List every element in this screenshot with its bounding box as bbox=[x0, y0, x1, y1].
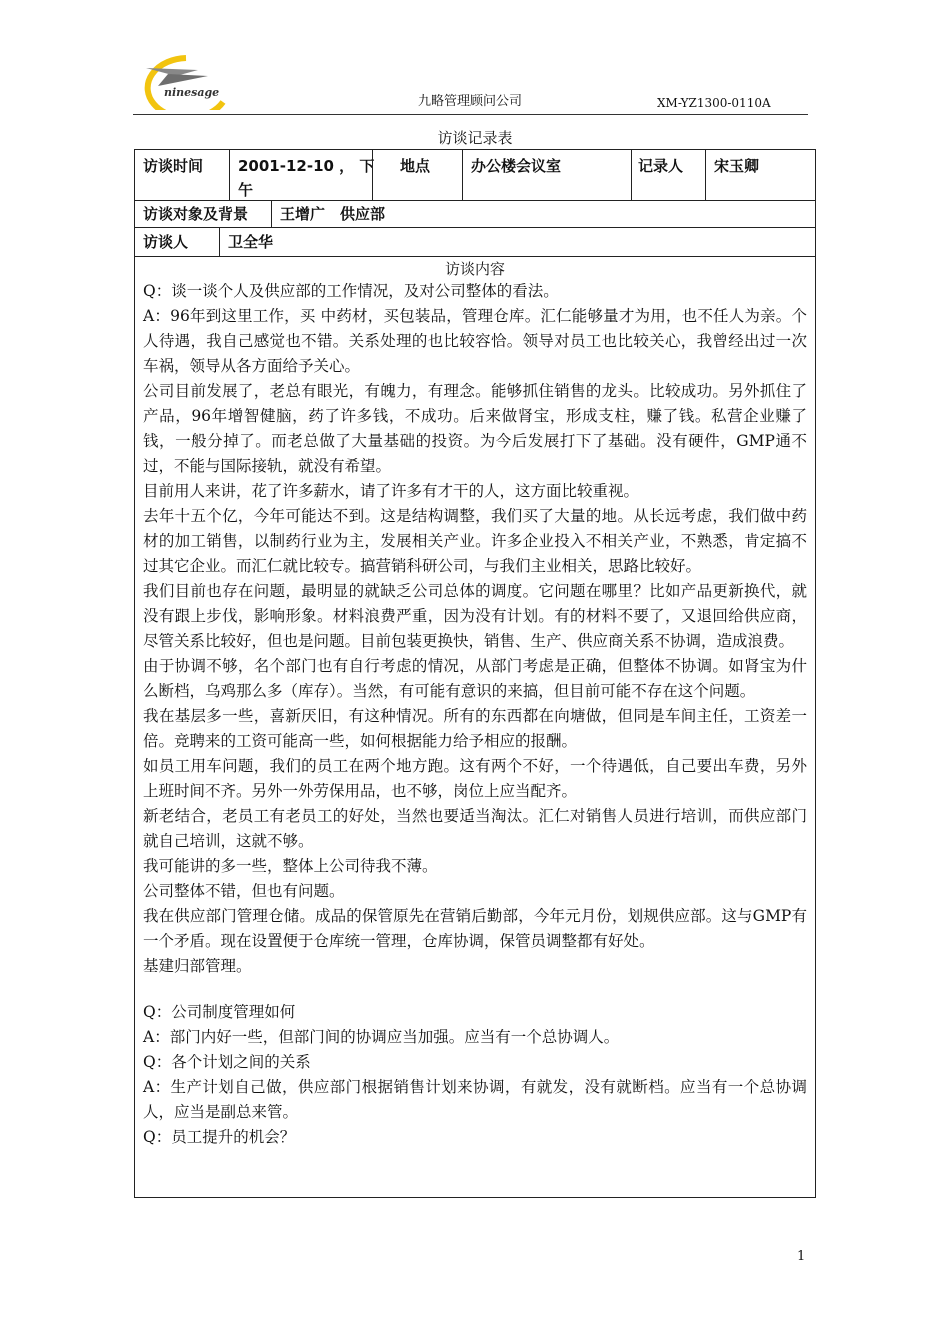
company-name: 九略管理顾问公司 bbox=[418, 94, 523, 109]
logo-text: ninesage bbox=[164, 86, 220, 99]
logo-plane-body bbox=[158, 74, 208, 86]
interview-content bbox=[135, 257, 815, 1150]
content-paragraph: 我们目前也存在问题，最明显的就缺乏公司总体的调度。它问题在哪里？比如产品更新换代，就没有跟上步伐，影响形象。材料浪费严重，因为没有计划。有的材料不要了，又退回给供应商，尽管关系比较好，但也是问题。目前包装更换快，销售、生产、供应商关系不协调，造成浪费。 bbox=[143, 582, 807, 650]
recorder-value: 宋玉卿 bbox=[705, 150, 815, 200]
info-row-time-place bbox=[135, 150, 815, 201]
interviewer-value: 卫全华 bbox=[219, 228, 815, 256]
interview-time-label: 访谈时间 bbox=[143, 157, 204, 175]
recorder-label: 记录人 bbox=[631, 150, 705, 200]
content-paragraph: 目前用人来讲，花了许多薪水，请了许多有才干的人，这方面比较重视。 bbox=[143, 482, 640, 500]
content-paragraph: 新老结合，老员工有老员工的好处，当然也要适当淘汰。汇仁对销售人员进行培训，而供应部门就自己培训，这就不够。 bbox=[143, 807, 807, 850]
interviewer-label: 访谈人 bbox=[143, 233, 189, 251]
interview-record-table bbox=[134, 149, 816, 1198]
content-paragraph: 如员工用车问题，我们的员工在两个地方跑。这有两个不好，一个待遇低，自己要出车费，另外上班时间不齐。另外一外劳保用品，也不够，岗位上应当配齐。 bbox=[143, 757, 807, 800]
content-paragraph: Q：谈一谈个人及供应部的工作情况，及对公司整体的看法。 bbox=[143, 282, 559, 300]
content-paragraph: Q：员工提升的机会？ bbox=[143, 1128, 296, 1146]
content-paragraph: 基建归部管理。 bbox=[143, 957, 252, 975]
page-number: 1 bbox=[797, 1249, 806, 1264]
subject-background-label: 访谈对象及背景 bbox=[143, 205, 249, 223]
interview-time-value bbox=[229, 150, 375, 200]
interview-time-value-line2: 午 bbox=[238, 181, 254, 199]
content-paragraph: 我可能讲的多一些，整体上公司待我不薄。 bbox=[143, 857, 438, 875]
place-value: 办公楼会议室 bbox=[462, 150, 631, 200]
content-paragraph: A：生产计划自己做，供应部门根据销售计划来协调，有就发，没有就断档。应当有一个总协调人，应当是副总来管。 bbox=[143, 1078, 807, 1121]
content-paragraph: Q：公司制度管理如何 bbox=[143, 1003, 296, 1021]
document-id: XM-YZ1300-0110A bbox=[657, 96, 771, 110]
content-paragraph: 公司目前发展了，老总有眼光，有魄力，有理念。能够抓住销售的龙头。比较成功。另外抓住了产品，96年增智健脑，药了许多钱，不成功。后来做肾宝，形成支柱，赚了钱。私营企业赚了钱，一般分掉了。而老总做了大量基础的投资。为今后发展打下了基础。没有硬件，GMP通不过，不能与国际接轨，就没有希望。 bbox=[143, 382, 807, 475]
subject-background-value: 王增广 供应部 bbox=[271, 201, 815, 227]
content-paragraph: 我在供应部门管理仓储。成品的保管原先在营销后勤部，今年元月份，划规供应部。这与GMP有一个矛盾。现在设置便于仓库统一管理，仓库协调，保管员调整都有好处。 bbox=[143, 907, 807, 950]
content-paragraph: A：部门内好一些，但部门间的协调应当加强。应当有一个总协调人。 bbox=[143, 1028, 620, 1046]
logo-arc bbox=[148, 58, 223, 110]
info-row-subject bbox=[135, 201, 815, 228]
header-rule bbox=[133, 114, 808, 115]
content-paragraph: 公司整体不错，但也有问题。 bbox=[143, 882, 345, 900]
content-paragraph: 去年十五个亿，今年可能达不到。这是结构调整，我们买了大量的地。从长远考虑，我们做中药材的加工销售，以制药行业为主，发展相关产业。许多企业投入不相关产业，不熟悉，肯定搞不过其它企业。而汇仁就比较专。搞营销科研公司，与我们主业相关，思路比较好。 bbox=[143, 507, 807, 575]
info-row-interviewer bbox=[135, 228, 815, 257]
place-label: 地点 bbox=[372, 150, 462, 200]
content-title: 访谈内容 bbox=[444, 260, 505, 278]
company-logo bbox=[128, 40, 238, 110]
content-paragraph: 我在基层多一些，喜新厌旧，有这种情况。所有的东西都在向塘做，但同是车间主任，工资差一倍。竞聘来的工资可能高一些，如何根据能力给予相应的报酬。 bbox=[143, 707, 807, 750]
content-paragraph: A：96年到这里工作，买 中药材，买包装品，管理仓库。汇仁能够量才为用，也不任人为亲。个人待遇，我自己感觉也不错。关系处理的也比较容恰。领导对员工也比较关心，我曾经出过一次车祸，领导从各方面给予关心。 bbox=[143, 307, 807, 375]
interview-time-value-line1: 2001-12-10 ， 下 bbox=[238, 157, 375, 175]
form-title: 访谈记录表 bbox=[437, 129, 513, 147]
content-paragraph: Q：各个计划之间的关系 bbox=[143, 1053, 311, 1071]
logo-graphic bbox=[128, 40, 238, 110]
content-paragraph: 由于协调不够，名个部门也有自行考虑的情况，从部门考虑是正确，但整体不协调。如肾宝为什么断档，乌鸡那么多（库存）。当然，有可能有意识的来搞，但目前可能不存在这个问题。 bbox=[143, 657, 807, 700]
